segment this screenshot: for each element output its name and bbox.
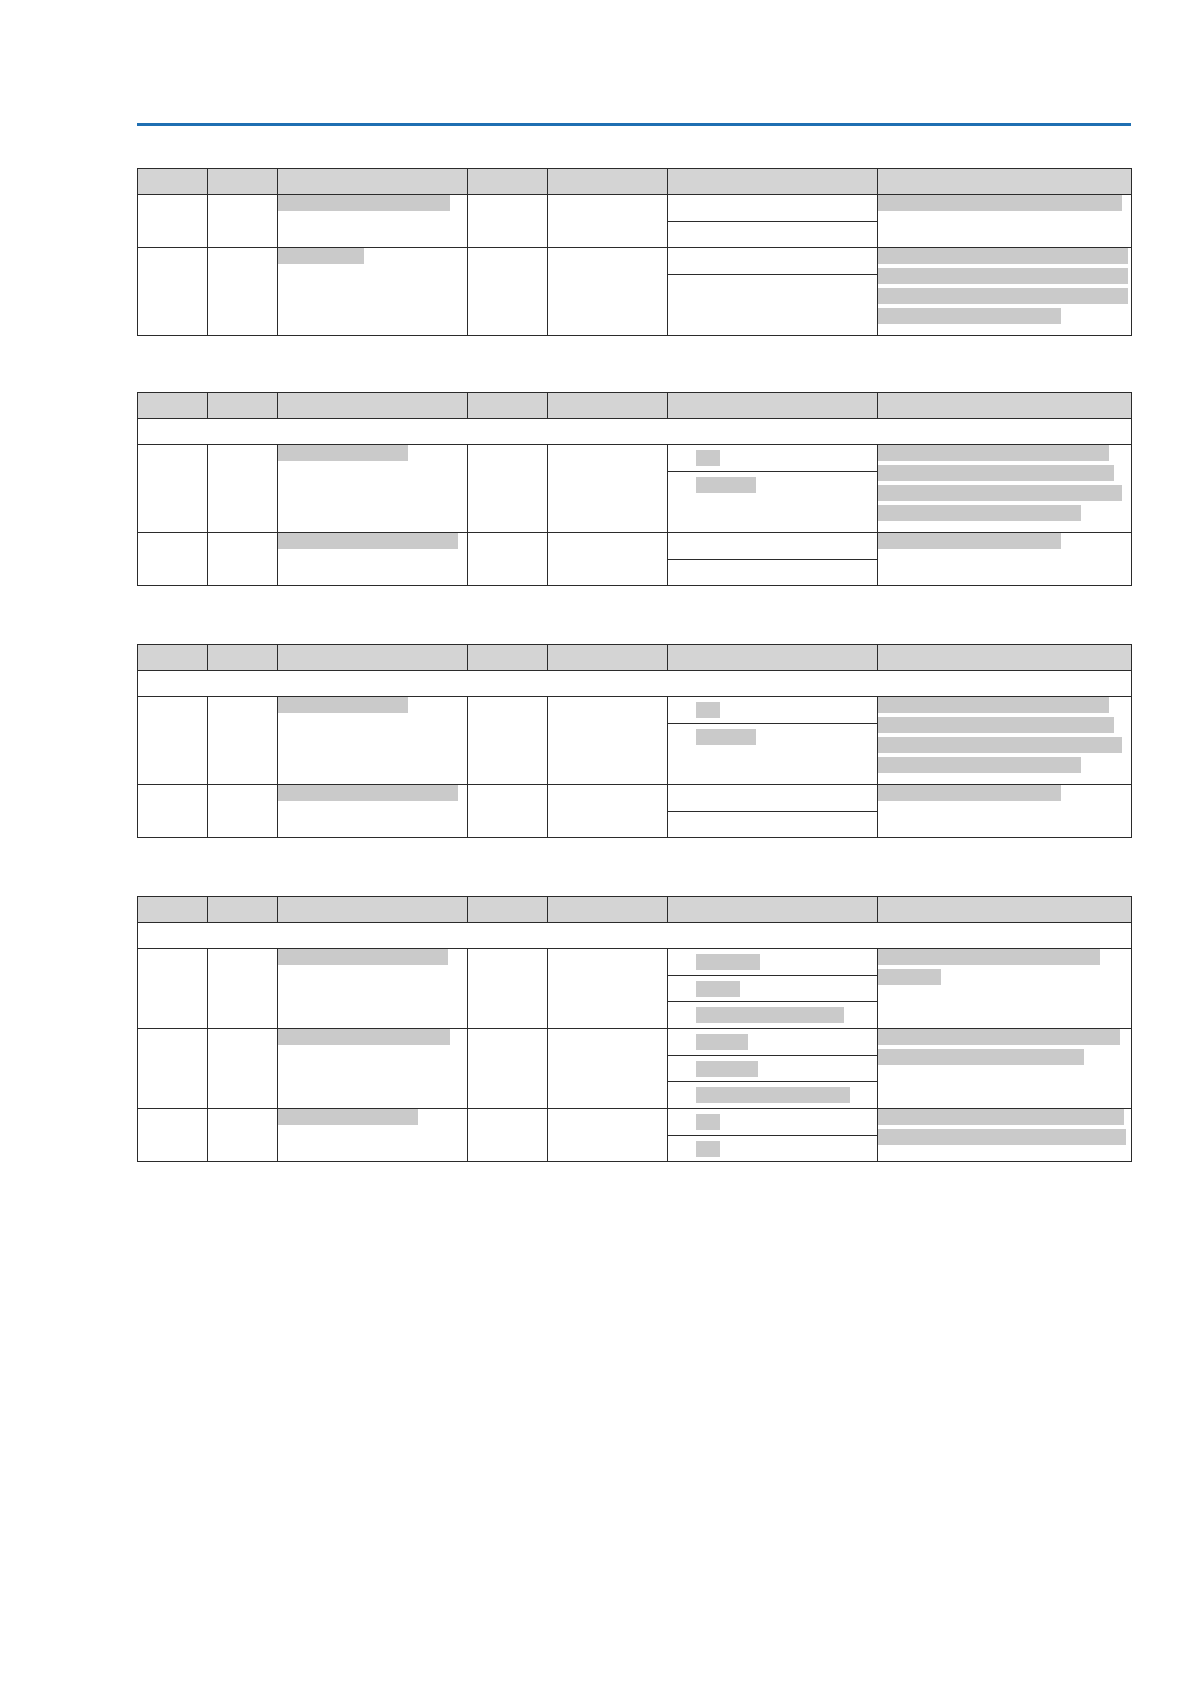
cell xyxy=(468,1029,548,1109)
table-header-row xyxy=(138,169,1132,195)
table-header-row xyxy=(138,645,1132,671)
cell xyxy=(548,195,668,248)
header-cell xyxy=(468,897,548,923)
redacted-text xyxy=(878,485,1122,501)
value-row xyxy=(668,471,877,532)
header-rule xyxy=(137,123,1131,126)
parameter-name-cell xyxy=(278,1029,468,1109)
header-cell xyxy=(208,169,278,195)
cell xyxy=(548,248,668,336)
header-cell xyxy=(468,393,548,419)
redacted-text xyxy=(878,268,1128,284)
cell xyxy=(468,445,548,533)
redacted-text xyxy=(696,729,756,745)
section-row xyxy=(138,419,1132,445)
section-cell xyxy=(138,923,1132,949)
value-row xyxy=(668,533,877,559)
redacted-text xyxy=(878,308,1061,324)
redacted-text xyxy=(878,697,1109,713)
redacted-text xyxy=(878,465,1114,481)
header-cell xyxy=(878,169,1132,195)
cell xyxy=(548,949,668,1029)
cell xyxy=(548,533,668,586)
header-cell xyxy=(668,393,878,419)
redacted-text xyxy=(878,288,1128,304)
redacted-text xyxy=(696,702,720,718)
redacted-text xyxy=(878,1029,1120,1045)
redacted-text xyxy=(878,1129,1126,1145)
index-cell xyxy=(138,445,208,533)
description-cell xyxy=(878,248,1132,336)
header-cell xyxy=(278,897,468,923)
redacted-text xyxy=(696,1087,850,1103)
redacted-text xyxy=(278,445,408,461)
table-row xyxy=(138,949,1132,1029)
redacted-text xyxy=(878,505,1081,521)
value-row xyxy=(668,1055,877,1081)
redacted-text xyxy=(696,1061,758,1077)
index-cell xyxy=(208,445,278,533)
header-cell xyxy=(548,897,668,923)
value-row xyxy=(668,221,877,247)
header-cell xyxy=(138,645,208,671)
section-row xyxy=(138,671,1132,697)
value-row xyxy=(668,1029,877,1055)
description-cell xyxy=(878,195,1132,248)
table-row xyxy=(138,533,1132,586)
value-row xyxy=(668,1109,877,1135)
table-row xyxy=(138,1029,1132,1109)
parameter-name-cell xyxy=(278,949,468,1029)
value-row xyxy=(668,274,877,335)
table-row xyxy=(138,785,1132,838)
index-cell xyxy=(138,1029,208,1109)
values-cell xyxy=(668,248,878,336)
header-cell xyxy=(138,897,208,923)
redacted-text xyxy=(696,1114,720,1130)
value-row xyxy=(668,195,877,221)
value-row xyxy=(668,445,877,471)
header-cell xyxy=(208,897,278,923)
index-cell xyxy=(208,697,278,785)
header-cell xyxy=(278,645,468,671)
table-header-row xyxy=(138,897,1132,923)
value-row xyxy=(668,723,877,784)
redacted-text xyxy=(878,969,941,985)
parameter-name-cell xyxy=(278,445,468,533)
redacted-text xyxy=(878,949,1100,965)
value-row xyxy=(668,975,877,1001)
value-row xyxy=(668,697,877,723)
cell xyxy=(468,949,548,1029)
parameter-name-cell xyxy=(278,785,468,838)
table-row xyxy=(138,195,1132,248)
header-cell xyxy=(468,645,548,671)
redacted-text xyxy=(878,248,1128,264)
index-cell xyxy=(138,697,208,785)
cell xyxy=(548,1109,668,1162)
table-row xyxy=(138,697,1132,785)
index-cell xyxy=(208,533,278,586)
header-cell xyxy=(278,393,468,419)
redacted-text xyxy=(278,248,364,264)
index-cell xyxy=(138,248,208,336)
redacted-text xyxy=(696,1034,748,1050)
parameter-table-2 xyxy=(137,392,1132,586)
redacted-text xyxy=(278,195,450,211)
parameter-name-cell xyxy=(278,195,468,248)
header-cell xyxy=(878,645,1132,671)
values-cell xyxy=(668,445,878,533)
index-cell xyxy=(208,195,278,248)
header-cell xyxy=(878,897,1132,923)
redacted-text xyxy=(878,1049,1084,1065)
description-cell xyxy=(878,445,1132,533)
table-row xyxy=(138,1109,1132,1162)
index-cell xyxy=(208,1109,278,1162)
value-row xyxy=(668,1135,877,1161)
header-cell xyxy=(138,393,208,419)
redacted-text xyxy=(878,717,1114,733)
redacted-text xyxy=(878,195,1122,211)
index-cell xyxy=(208,1029,278,1109)
table-row xyxy=(138,445,1132,533)
index-cell xyxy=(138,785,208,838)
index-cell xyxy=(138,1109,208,1162)
index-cell xyxy=(138,949,208,1029)
header-cell xyxy=(878,393,1132,419)
description-cell xyxy=(878,1029,1132,1109)
redacted-text xyxy=(278,785,458,801)
header-cell xyxy=(468,169,548,195)
redacted-text xyxy=(878,785,1061,801)
description-cell xyxy=(878,785,1132,838)
parameter-table-4 xyxy=(137,896,1132,1162)
redacted-text xyxy=(878,1109,1124,1125)
redacted-text xyxy=(878,445,1109,461)
section-row xyxy=(138,923,1132,949)
parameter-name-cell xyxy=(278,248,468,336)
redacted-text xyxy=(278,1029,450,1045)
redacted-text xyxy=(696,450,720,466)
value-row xyxy=(668,559,877,585)
index-cell xyxy=(208,248,278,336)
values-cell xyxy=(668,785,878,838)
redacted-text xyxy=(278,533,458,549)
values-cell xyxy=(668,533,878,586)
index-cell xyxy=(208,785,278,838)
description-cell xyxy=(878,533,1132,586)
cell xyxy=(468,1109,548,1162)
parameter-name-cell xyxy=(278,697,468,785)
description-cell xyxy=(878,949,1132,1029)
description-cell xyxy=(878,697,1132,785)
cell xyxy=(468,533,548,586)
redacted-text xyxy=(696,477,756,493)
parameter-table-1 xyxy=(137,168,1132,336)
redacted-text xyxy=(878,533,1061,549)
value-row xyxy=(668,248,877,274)
redacted-text xyxy=(696,954,760,970)
header-cell xyxy=(668,169,878,195)
cell xyxy=(468,697,548,785)
cell xyxy=(548,785,668,838)
values-cell xyxy=(668,1029,878,1109)
header-cell xyxy=(208,645,278,671)
value-row xyxy=(668,785,877,811)
value-row xyxy=(668,1001,877,1027)
redacted-text xyxy=(878,757,1081,773)
redacted-text xyxy=(696,1007,844,1023)
redacted-text xyxy=(278,1109,418,1125)
cell xyxy=(468,248,548,336)
section-cell xyxy=(138,671,1132,697)
parameter-name-cell xyxy=(278,533,468,586)
index-cell xyxy=(208,949,278,1029)
index-cell xyxy=(138,533,208,586)
values-cell xyxy=(668,949,878,1029)
index-cell xyxy=(138,195,208,248)
values-cell xyxy=(668,697,878,785)
cell xyxy=(468,195,548,248)
cell xyxy=(468,785,548,838)
description-cell xyxy=(878,1109,1132,1162)
value-row xyxy=(668,811,877,837)
values-cell xyxy=(668,1109,878,1162)
values-cell xyxy=(668,195,878,248)
redacted-text xyxy=(696,981,740,997)
header-cell xyxy=(548,169,668,195)
cell xyxy=(548,697,668,785)
table-header-row xyxy=(138,393,1132,419)
redacted-text xyxy=(878,737,1122,753)
parameter-table-3 xyxy=(137,644,1132,838)
header-cell xyxy=(668,645,878,671)
redacted-text xyxy=(278,697,408,713)
value-row xyxy=(668,1081,877,1107)
header-cell xyxy=(208,393,278,419)
cell xyxy=(548,445,668,533)
redacted-text xyxy=(696,1141,720,1157)
redacted-text xyxy=(278,949,448,965)
header-cell xyxy=(138,169,208,195)
cell xyxy=(548,1029,668,1109)
header-cell xyxy=(548,393,668,419)
value-row xyxy=(668,949,877,975)
table-row xyxy=(138,248,1132,336)
header-cell xyxy=(548,645,668,671)
header-cell xyxy=(668,897,878,923)
parameter-name-cell xyxy=(278,1109,468,1162)
header-cell xyxy=(278,169,468,195)
section-cell xyxy=(138,419,1132,445)
